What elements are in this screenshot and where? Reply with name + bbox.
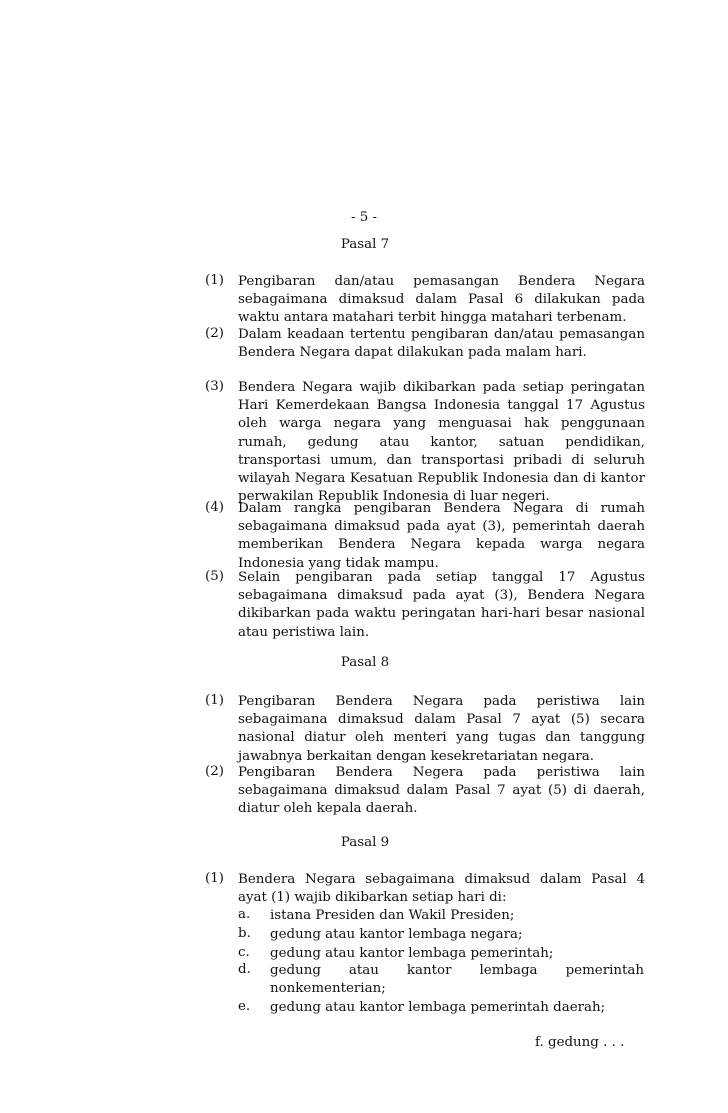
- ayat-text: Dalam keadaan tertentu pengibaran dan/atau pemasangan Bendera Negara dapat dilakukan pada malam hari.: [238, 327, 645, 361]
- pasal-9-ayat-1: [205, 871, 645, 907]
- ayat-text: Bendera Negara wajib dikibarkan pada setiap peringatan Hari Kemerdekaan Bangsa Indonesia tanggal 17 Agustus oleh warga negara yang menguasai hak penggunaan rumah, gedung atau kantor, satuan pendidikan, transportasi umum, dan transportasi pribadi di seluruh wilayah Negara Kesatuan Republik Indonesia dan di kantor perwakilan Republik Indonesia di luar negeri.: [238, 380, 645, 505]
- pasal-7-ayat-5: [205, 569, 645, 642]
- ayat-number: (2): [205, 326, 224, 341]
- item-text: gedung atau kantor lembaga pemerintah nonkementerian;: [270, 963, 644, 997]
- pasal-7-title: Pasal 7: [340, 237, 390, 252]
- pasal-7-ayat-3: [205, 379, 645, 506]
- item-text: gedung atau kantor lembaga pemerintah;: [270, 946, 554, 961]
- ayat-text: Pengibaran Bendera Negera pada peristiwa lain sebagaimana dimaksud dalam Pasal 7 ayat (5) di daerah, diatur oleh kepala daerah.: [238, 765, 645, 817]
- pasal-9-item-d: [238, 962, 644, 998]
- item-letter: a.: [238, 907, 251, 922]
- item-text: istana Presiden dan Wakil Presiden;: [270, 908, 515, 923]
- ayat-number: (1): [205, 871, 224, 886]
- pasal-8-title: Pasal 8: [340, 655, 390, 670]
- ayat-text: Pengibaran dan/atau pemasangan Bendera Negara sebagaimana dimaksud dalam Pasal 6 dilakukan pada waktu antara matahari terbit hingga matahari terbenam.: [238, 274, 645, 326]
- ayat-number: (5): [205, 569, 224, 584]
- ayat-number: (2): [205, 764, 224, 779]
- item-letter: e.: [238, 999, 251, 1014]
- ayat-text: Dalam rangka pengibaran Bendera Negara di rumah sebagaimana dimaksud pada ayat (3), pemerintah daerah memberikan Bendera Negara kepada warga negara Indonesia yang tidak mampu.: [238, 501, 645, 571]
- page-number: - 5 -: [350, 210, 378, 225]
- item-text: gedung atau kantor lembaga pemerintah daerah;: [270, 1000, 606, 1015]
- pasal-7-ayat-4: [205, 500, 645, 573]
- pasal-9-item-b: [238, 926, 644, 944]
- pasal-8-ayat-1: [205, 693, 645, 766]
- pasal-9-title: Pasal 9: [340, 835, 390, 850]
- ayat-text: Pengibaran Bendera Negara pada peristiwa lain sebagaimana dimaksud dalam Pasal 7 ayat (5) secara nasional diatur oleh menteri yang tugas dan tanggung jawabnya berkaitan dengan kesekretariatan negara.: [238, 694, 645, 764]
- ayat-text: Bendera Negara sebagaimana dimaksud dalam Pasal 4 ayat (1) wajib dikibarkan setiap hari di:: [238, 872, 645, 906]
- item-letter: b.: [238, 926, 251, 941]
- item-text: gedung atau kantor lembaga negara;: [270, 927, 523, 942]
- item-letter: d.: [238, 962, 251, 977]
- ayat-text: Selain pengibaran pada setiap tanggal 17 Agustus sebagaimana dimaksud pada ayat (3), Bendera Negara dikibarkan pada waktu peringatan hari-hari besar nasional atau peristiwa lain.: [238, 570, 645, 640]
- ayat-number: (4): [205, 500, 224, 515]
- pasal-8-ayat-2: [205, 764, 645, 819]
- pasal-9-item-a: [238, 907, 644, 925]
- pasal-7-ayat-2: [205, 326, 645, 362]
- pasal-7-ayat-1: [205, 273, 645, 328]
- item-letter: c.: [238, 945, 250, 960]
- ayat-number: (1): [205, 273, 224, 288]
- ayat-number: (3): [205, 379, 224, 394]
- ayat-number: (1): [205, 693, 224, 708]
- continuation-catchword: f. gedung . . .: [535, 1035, 625, 1050]
- pasal-9-item-e: [238, 999, 644, 1017]
- pasal-9-item-c: [238, 945, 644, 963]
